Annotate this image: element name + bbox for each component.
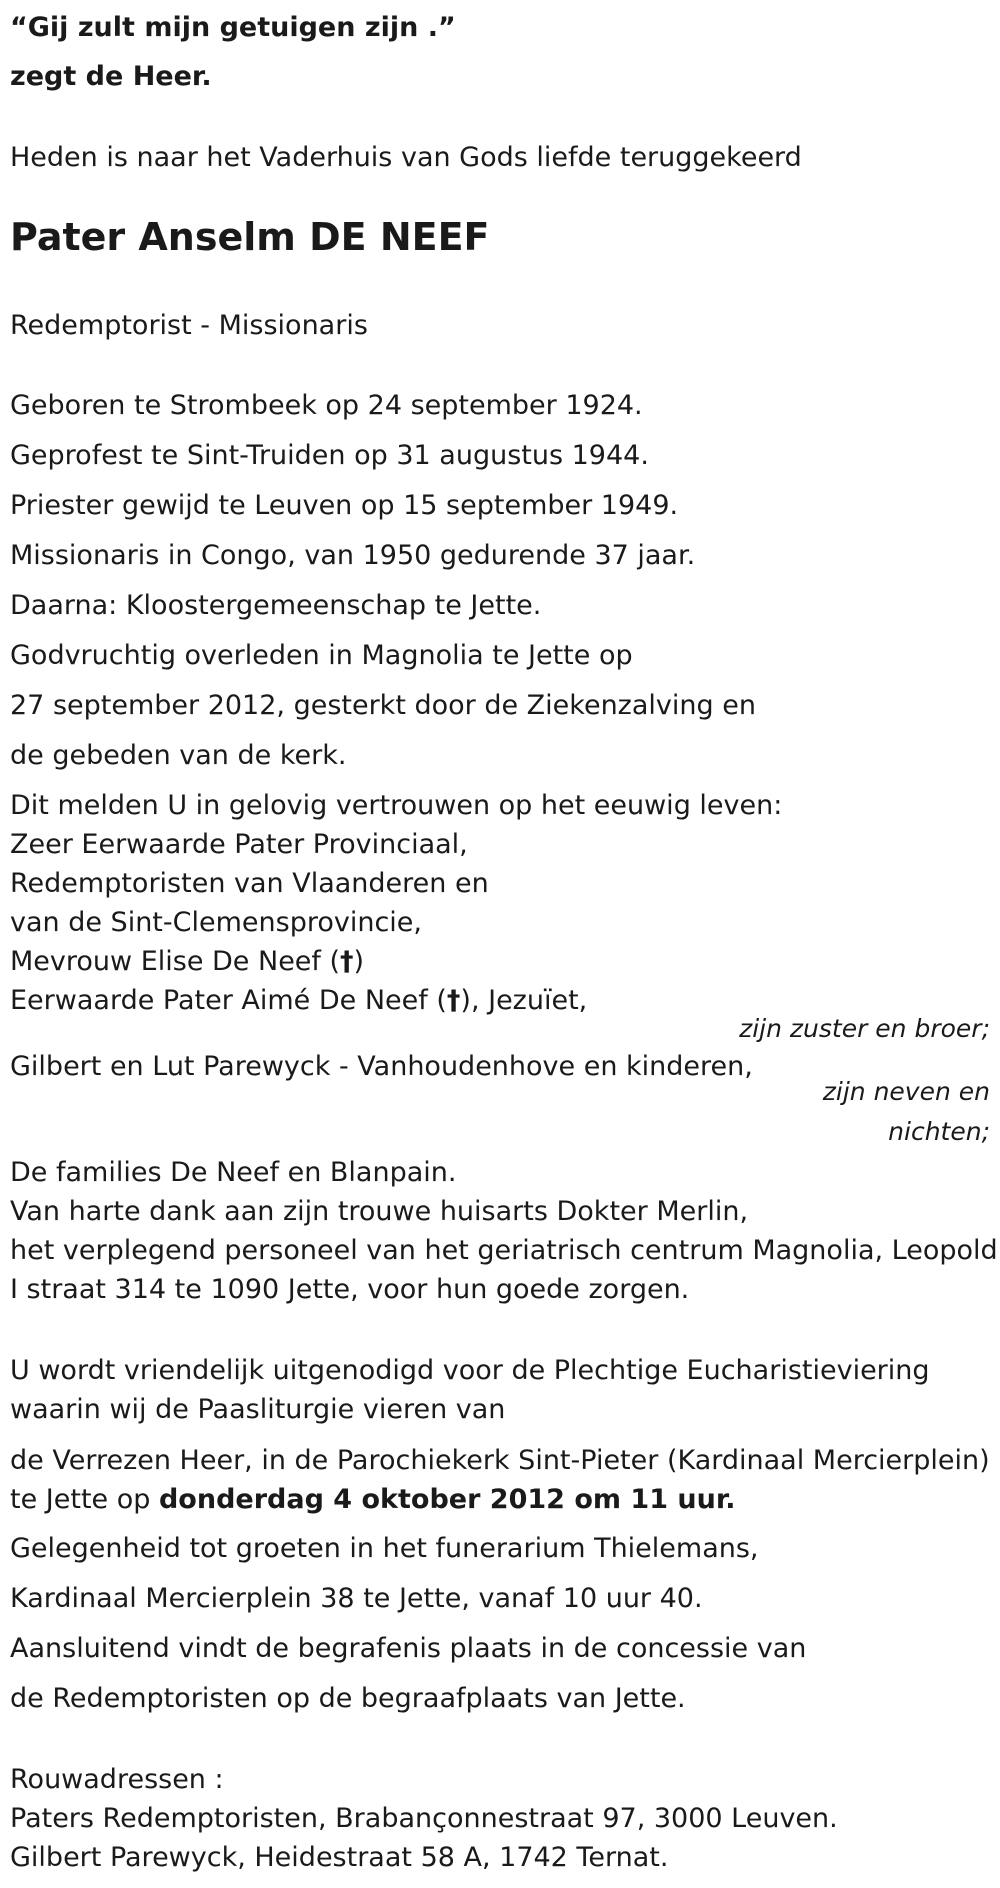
thanks-line: het verplegend personeel van het geriatrisch centrum Magnolia, Leopold (10, 1235, 998, 1266)
ceremony-line: de Verrezen Heer, in de Parochiekerk Sint-Pieter (Kardinaal Mercierplein) (10, 1445, 990, 1476)
announce-line: Zeer Eerwaarde Pater Provinciaal, (10, 829, 468, 860)
address-line: Gilbert Parewyck, Heidestraat 58 A, 1742 Ternat. (10, 1842, 669, 1873)
ceremony-detail: Kardinaal Mercierplein 38 te Jette, vanaf 10 uur 40. (10, 1583, 703, 1614)
ceremony-line: U wordt vriendelijk uitgenodigd voor de Plechtige Eucharistieviering (10, 1355, 930, 1386)
quote-line: “Gij zult mijn getuigen zijn .” (10, 12, 456, 43)
deceased-name: Pater Anselm DE NEEF (10, 215, 490, 259)
cross-icon: † (446, 985, 461, 1016)
bio-line: Priester gewijd te Leuven op 15 september 1949. (10, 490, 679, 521)
intro-text: Heden is naar het Vaderhuis van Gods liefde teruggekeerd (10, 142, 802, 173)
ceremony-date-line: te Jette op donderdag 4 oktober 2012 om 11 uur. (10, 1484, 736, 1515)
addresses-heading: Rouwadressen : (10, 1764, 224, 1795)
deceased-role: Redemptorist - Missionaris (10, 310, 368, 341)
ceremony-line: waarin wij de Paasliturgie vieren van (10, 1394, 506, 1425)
bio-line: Geprofest te Sint-Truiden op 31 augustus 1944. (10, 440, 649, 471)
announce-line: Redemptoristen van Vlaanderen en (10, 868, 489, 899)
thanks-line: Van harte dank aan zijn trouwe huisarts Dokter Merlin, (10, 1196, 749, 1227)
nephews-note: zijn neven en (822, 1077, 990, 1106)
bio-line: Missionaris in Congo, van 1950 gedurende 37 jaar. (10, 540, 696, 571)
families-line: De families De Neef en Blanpain. (10, 1157, 457, 1188)
quote-attribution: zegt de Heer. (10, 61, 212, 92)
brother-line: Eerwaarde Pater Aimé De Neef (†), Jezuïet, (10, 985, 588, 1016)
family-line: Gilbert en Lut Parewyck - Vanhoudenhove en kinderen, (10, 1051, 753, 1082)
cross-icon: † (340, 946, 354, 977)
sister-name: Mevrouw Elise De Neef ( (10, 946, 341, 977)
bio-line: Daarna: Kloostergemeenschap te Jette. (10, 590, 542, 621)
nephews-note-cont: nichten; (888, 1117, 990, 1146)
brother-name: Eerwaarde Pater Aimé De Neef ( (10, 985, 447, 1016)
announce-intro: Dit melden U in gelovig vertrouwen op het eeuwig leven: (10, 790, 783, 821)
ceremony-date: donderdag 4 oktober 2012 om 11 uur. (158, 1484, 736, 1515)
sister-line: Mevrouw Elise De Neef (†) (10, 946, 365, 977)
ceremony-detail: Gelegenheid tot groeten in het funerarium Thielemans, (10, 1533, 759, 1564)
siblings-note: zijn zuster en broer; (739, 1014, 990, 1043)
thanks-line: I straat 314 te 1090 Jette, voor hun goede zorgen. (10, 1274, 690, 1305)
bio-line: 27 september 2012, gesterkt door de Ziekenzalving en (10, 690, 756, 721)
announce-line: van de Sint-Clemensprovincie, (10, 907, 422, 938)
ceremony-detail: Aansluitend vindt de begrafenis plaats in de concessie van (10, 1633, 807, 1664)
bio-line: de gebeden van de kerk. (10, 740, 347, 771)
ceremony-detail: de Redemptoristen op de begraafplaats van Jette. (10, 1683, 686, 1714)
address-line: Paters Redemptoristen, Brabançonnestraat 97, 3000 Leuven. (10, 1803, 838, 1834)
bio-line: Geboren te Strombeek op 24 september 1924. (10, 390, 643, 421)
bio-line: Godvruchtig overleden in Magnolia te Jette op (10, 640, 633, 671)
